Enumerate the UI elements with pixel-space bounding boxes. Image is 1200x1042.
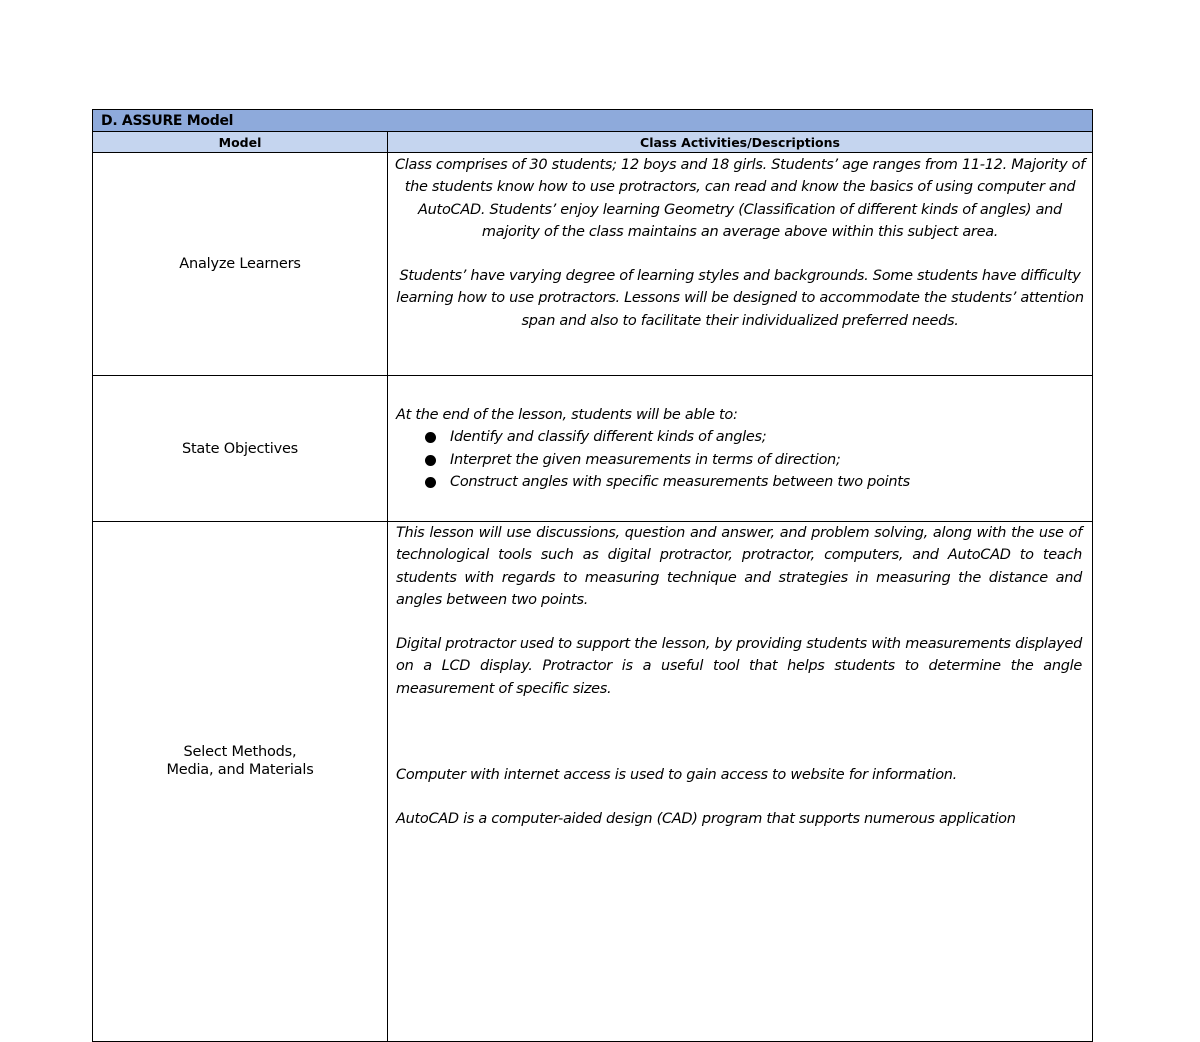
objective-item: Identify and classify different kinds of angles; <box>422 426 1084 448</box>
model-select-methods-line2: Media, and Materials <box>166 762 314 778</box>
methods-paragraph-3: Computer with internet access is used to gain access to website for information. <box>396 767 957 784</box>
model-analyze-learners: Analyze Learners <box>93 153 388 376</box>
bullet-icon <box>425 432 436 443</box>
row-select-methods <box>93 522 1093 1042</box>
row-state-objectives <box>93 376 1093 522</box>
bullet-icon <box>425 455 436 466</box>
row-analyze-learners <box>93 153 1093 376</box>
header-activities: Class Activities/Descriptions <box>388 132 1093 153</box>
model-select-methods <box>93 522 388 1042</box>
section-title: D. ASSURE Model <box>93 110 1093 132</box>
analyze-paragraph-1: Class comprises of 30 students; 12 boys and 18 girls. Students’ age ranges from 11-12. Majority of the students know how to use protractors, can read and know the basics of using computer and AutoCAD. Students’ enjoy learning Geometry (Classification of different kinds of angles) and majority of the class maintains an average above within this subject area. <box>394 157 1086 240</box>
methods-paragraph-2: Digital protractor used to support the lesson, by providing students with measurements displayed on a LCD display. Protractor is a useful tool that helps students to determine the angle measurement of specific sizes. <box>396 636 1083 697</box>
objective-item: Construct angles with specific measurements between two points <box>422 471 1084 493</box>
activities-analyze-learners <box>388 153 1093 376</box>
objectives-intro: At the end of the lesson, students will be able to: <box>396 406 738 423</box>
bullet-icon <box>425 477 436 488</box>
objective-item: Interpret the given measurements in terms of direction; <box>422 449 1084 471</box>
analyze-paragraph-2: Students’ have varying degree of learning styles and backgrounds. Some students have difficulty learning how to use protractors. Lessons will be designed to accommodate the students’ attention span and also to facilitate their individualized preferred needs. <box>396 268 1084 329</box>
assure-model-table <box>92 109 1093 1042</box>
header-model: Model <box>93 132 388 153</box>
methods-paragraph-4: AutoCAD is a computer-aided design (CAD) program that supports numerous application <box>396 811 1016 828</box>
activities-select-methods <box>388 522 1093 1042</box>
activities-state-objectives <box>388 376 1093 522</box>
objectives-list <box>396 426 1084 493</box>
methods-paragraph-1: This lesson will use discussions, question and answer, and problem solving, along with the use of technological tools such as digital protractor, protractor, computers, and AutoCAD to teach students with regards to measuring technique and strategies in measuring the distance and angles between two points. <box>396 525 1083 608</box>
model-state-objectives: State Objectives <box>93 376 388 522</box>
model-select-methods-line1: Select Methods, <box>183 744 297 760</box>
